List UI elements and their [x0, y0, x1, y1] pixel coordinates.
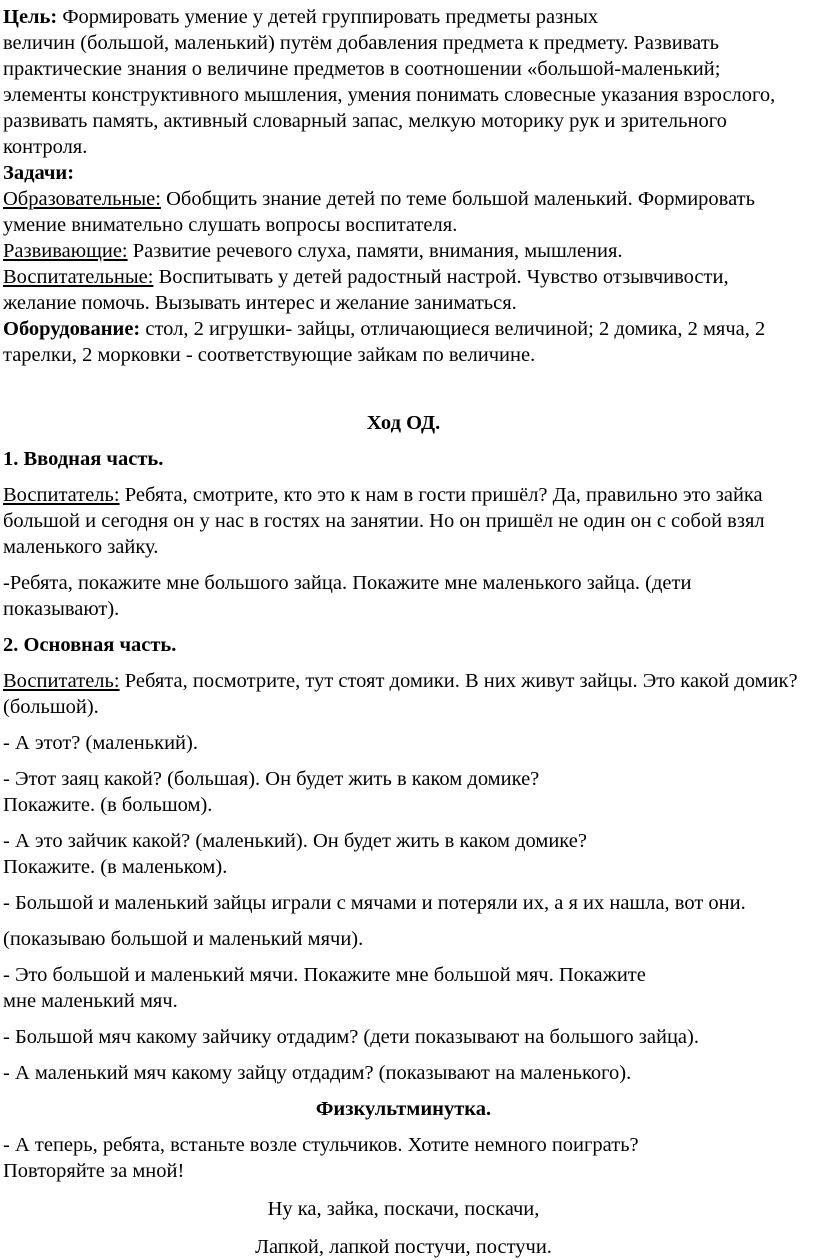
main-q6 — [3, 962, 804, 1014]
physminute-line1: - А теперь, ребята, встаньте возле стульчиков. Хотите немного поиграть? — [3, 1134, 639, 1156]
course-title: Ход ОД. — [366, 412, 441, 434]
physminute-paragraph — [3, 1132, 804, 1184]
main-q2 — [3, 766, 804, 818]
main-heading: 2. Основная часть. — [3, 634, 177, 656]
main-q5: (показываю большой и маленький мячи). — [3, 928, 364, 950]
intro-teacher-paragraph — [3, 482, 804, 560]
physminute-line2: Повторяйте за мной! — [3, 1160, 185, 1182]
main-q4: - Большой и маленький зайцы играли с мячами и потеряли их, а я их нашла, вот они. — [3, 892, 746, 914]
goal-paragraph — [3, 4, 804, 160]
developmental-text: Развитие речевого слуха, памяти, внимания, мышления. — [127, 240, 623, 262]
tasks-heading-text: Задачи: — [3, 162, 75, 184]
intro-teacher-label: Воспитатель: — [3, 484, 120, 506]
main-q6-line1: - Это большой и маленький мячи. Покажите мне большой мяч. Покажите — [3, 964, 646, 986]
main-teacher-paragraph — [3, 668, 804, 720]
upbringing-text: Воспитывать у детей радостный настрой. Чувство отзывчивости, желание помочь. Вызывать интерес и желание заниматься. — [3, 266, 729, 314]
intro-heading: 1. Вводная часть. — [3, 448, 164, 470]
main-q6-line2: мне маленький мяч. — [3, 990, 178, 1012]
tasks-developmental — [3, 238, 804, 264]
poem-line2: Лапкой, лапкой постучи, постучи. — [255, 1236, 552, 1258]
goal-text-rest: величин (большой, маленький) путём добавления предмета к предмету. Развивать практические знания о величине предметов в соотношении «большой-маленький; элементы конструктивного мышления, умения понимать словесные указания взрослого, развивать память, активный словарный запас, мелкую моторику рук и зрительного контроля. — [3, 32, 776, 158]
tasks-upbringing — [3, 264, 804, 316]
equipment-paragraph — [3, 316, 804, 368]
equipment-text: стол, 2 игрушки- зайцы, отличающиеся величиной; 2 домика, 2 мяча, 2 тарелки, 2 морковки - соответствующие зайкам по величине. — [3, 318, 766, 366]
equipment-label: Оборудование: — [3, 318, 141, 340]
educational-text: Обобщить знание детей по теме большой маленький. Формировать умение внимательно слушать вопросы воспитателя. — [3, 188, 755, 236]
poem-line1: Ну ка, зайка, поскачи, поскачи, — [267, 1198, 540, 1220]
intro-teacher-text: Ребята, смотрите, кто это к нам в гости пришёл? Да, правильно это зайка большой и сегодня он у нас в гостях на занятии. Но он пришёл не один он с собой взял маленького зайку. — [3, 484, 765, 558]
physminute-heading: Физкультминутка. — [315, 1098, 492, 1120]
tasks-heading — [3, 160, 804, 186]
main-q1: - А этот? (маленький). — [3, 732, 198, 754]
main-q7: - Большой мяч какому зайчику отдадим? (дети показывают на большого зайца). — [3, 1026, 699, 1048]
upbringing-label: Воспитательные: — [3, 266, 154, 288]
goal-label: Цель: — [3, 6, 58, 28]
intro-line2: -Ребята, покажите мне большого зайца. Покажите мне маленького зайца. (дети показывают). — [3, 572, 692, 620]
goal-text-line1: Формировать умение у детей группировать предметы разных — [57, 6, 599, 28]
main-q2-line2: Покажите. (в большом). — [3, 794, 213, 816]
developmental-label: Развивающие: — [3, 240, 128, 262]
main-q2-line1: - Этот заяц какой? (большая). Он будет жить в каком домике? — [3, 768, 540, 790]
tasks-educational — [3, 186, 804, 238]
main-q3-line1: - А это зайчик какой? (маленький). Он будет жить в каком домике? — [3, 830, 587, 852]
main-q3 — [3, 828, 804, 880]
main-teacher-label: Воспитатель: — [3, 670, 120, 692]
main-q8: - А маленький мяч какому зайцу отдадим? (показывают на маленького). — [3, 1062, 632, 1084]
educational-label: Образовательные: — [3, 188, 161, 210]
main-teacher-text: Ребята, посмотрите, тут стоят домики. В них живут зайцы. Это какой домик? (большой). — [3, 670, 798, 718]
main-q3-line2: Покажите. (в маленьком). — [3, 856, 228, 878]
